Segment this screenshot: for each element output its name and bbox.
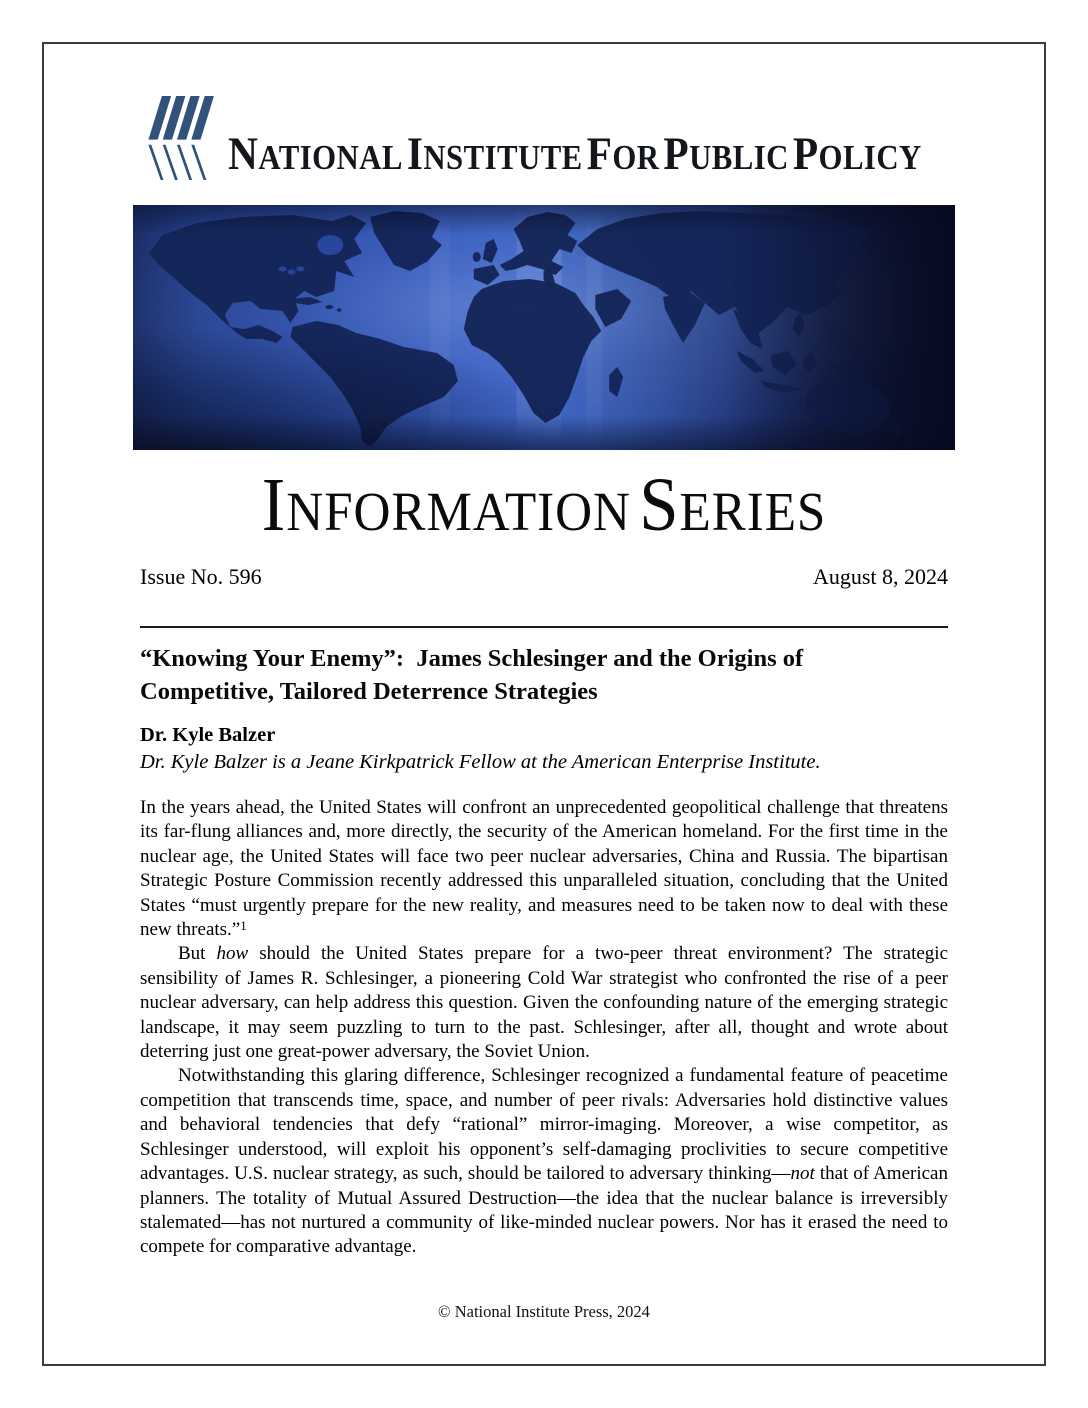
- issue-number: Issue No. 596: [140, 564, 262, 589]
- issue-row: [140, 566, 948, 588]
- series-title: INFORMATION SERIES: [261, 463, 827, 547]
- chevron-stripes-logo-icon: [140, 96, 214, 180]
- copyright-line: © National Institute Press, 2024: [438, 1301, 650, 1321]
- issue-date: August 8, 2024: [812, 564, 948, 589]
- paragraph: But how should the United States prepare for a two-peer threat environment? The strategic sensibility of James R. Schlesinger, a pioneering Cold War strategist who confronted the rise of a peer nuclear adversary, can help address this question. Given the confounding nature of the emerging strategic landscape, it may seem puzzling to turn to the past. Schlesinger, after all, thought and wrote about deterring just one great-power adversary, the Soviet Union.: [140, 943, 949, 1063]
- article-body: [140, 796, 948, 1260]
- masthead-logo: [140, 96, 948, 180]
- masthead-divider: [140, 626, 948, 628]
- author-affiliation: Dr. Kyle Balzer is a Jeane Kirkpatrick Fellow at the American Enterprise Institute.: [140, 751, 821, 773]
- article-title-line1: “Knowing Your Enemy”: James Schlesinger and the Origins of: [140, 645, 804, 672]
- author-name: Dr. Kyle Balzer: [140, 724, 276, 746]
- article-title: [140, 642, 948, 708]
- footnote-marker: 1: [240, 918, 247, 934]
- paragraph: Notwithstanding this glaring difference, Schlesinger recognized a fundamental feature of peacetime competition that transcends time, space, and number of peer rivals: Adversaries hold distinctive values and behavioral tendencies that defy “rational” mirror-imaging. Moreover, a wise competitor, as Schlesinger understood, will exploit his opponent’s self-damaging proclivities to secure competitive advantages. U.S. nuclear strategy, as such, should be tailored to adversary thinking—not that of American planners. The totality of Mutual Assured Destruction—the idea that the nuclear balance is irreversibly stalemated—has not nurtured a community of like-minded nuclear powers. Nor has it erased the need to compete for comparative advantage.: [140, 1065, 948, 1258]
- org-name: NATIONAL INSTITUTE FOR PUBLIC POLICY: [228, 128, 922, 181]
- author-block: [140, 722, 948, 776]
- page-border: [42, 42, 1046, 1366]
- world-map-image: [133, 205, 955, 450]
- paragraph: In the years ahead, the United States will confront an unprecedented geopolitical challenge that threatens its far-flung alliances and, more directly, the security of the American homeland. For the first time in the nuclear age, the United States will face two peer nuclear adversaries, China and Russia. The bipartisan Strategic Posture Commission recently addressed this unparalleled situation, concluding that the United States “must urgently prepare for the new reality, and measures need to be taken now to deal with these new threats.”$^1$: [140, 797, 948, 941]
- article-title-line2: Competitive, Tailored Deterrence Strategies: [140, 678, 598, 705]
